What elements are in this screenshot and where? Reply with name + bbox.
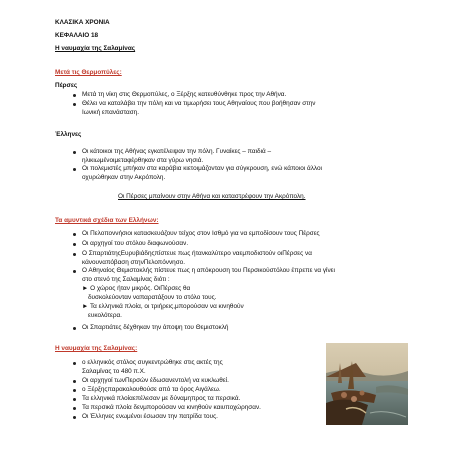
persians-bullet: Θέλει να καταλάβει την πόλη και να τιμωρήσει τους Αθηναίους που βοήθησαν στην	[82, 100, 316, 107]
battle-bullet: Τα ελληνικά πλοίαεπέλεσαν με δύναμηπρος τα περσικά.	[82, 395, 241, 402]
defense-bullet: Οι Πελοποννήσιοι κατασκευάζουν τείχος στον Ισθμό για να εμποδίσουν τους Πέρσες	[82, 230, 320, 237]
greeks-label: Έλληνες	[55, 131, 82, 138]
bullet-marker	[73, 253, 76, 256]
bullet-marker	[73, 398, 76, 401]
defense-bullet-cont: στο στενό της Σαλαμίνας διότι :	[82, 276, 170, 283]
chapter-label: ΚΕΦΑΛΑΙΟ 18	[55, 32, 99, 39]
defense-bullet: Ο ΣπαρτιάτηςΕυρυβιάδηςπίστευε πως ήτανκαλύτερο ναεμποδιστούν οιΠέρσες να	[82, 250, 312, 257]
greeks-bullet: Οι κάτοικοι της Αθήνας εγκατέλειψαν την πόλη. Γυναίκες – παιδιά –	[82, 148, 272, 155]
bullet-marker	[73, 103, 76, 106]
bullet-marker	[73, 327, 76, 330]
greeks-bullet-cont: ηλικιωμένοιμεταφέρθηκαν στα γύρω νησιά.	[82, 157, 204, 164]
greeks-bullet: Οι πολεμιστές μπήκαν στα καράβια κιετοιμάζονταν για σύγκρουση, ενώ κάποιοι άλλοι	[82, 165, 322, 172]
bullet-marker	[73, 416, 76, 419]
reason-item: ► Ο χώρος ήταν μικρός. ΟιΠέρσες θα	[82, 285, 191, 292]
section-heading-after-thermopylae: Μετά τις Θερμοπύλες:	[55, 69, 122, 76]
section-heading-defense-plans: Τα αμυντικά σχέδια των Ελλήνων:	[55, 217, 159, 224]
doc-subtitle: Η ναυμαχία της Σαλαμίνας	[55, 45, 136, 52]
bullet-marker	[73, 407, 76, 410]
bullet-marker	[73, 380, 76, 383]
persians-label: Πέρσες	[55, 82, 78, 89]
persians-bullet: Μετά τη νίκη στις Θερμοπύλες, ο Ξέρξης κατευθύνθηκε προς την Αθήνα.	[82, 91, 287, 98]
battle-bullet: ο Ξέρξηςπαρακολουθούσε από τα όρος Αιγάλεω.	[82, 386, 221, 393]
battle-bullet-cont: Σαλαμίνας το 480 π.Χ.	[82, 368, 146, 375]
defense-bullet: Οι αρχηγοί του στόλου διαφωνούσαν.	[82, 240, 189, 247]
battle-bullet: ο ελληνικός στόλος συγκεντρώθηκε στις ακτές της	[82, 359, 223, 366]
reason-item-cont: δυσκολεύονταν ναπαρατάξουν το στόλο τους.	[88, 294, 217, 301]
bullet-marker	[73, 233, 76, 236]
defense-bullet: Οι Σπαρτιάτες δέχθηκαν την άποψη του Θεμιστοκλή	[82, 324, 229, 331]
bullet-marker	[73, 168, 76, 171]
bullet-marker	[73, 243, 76, 246]
defense-bullet: Ο Αθηναίος Θεμιστοκλής πίστευε πως η απόκρουση του Περσικούστόλου έπρεπε να γίνει	[82, 267, 335, 274]
bullet-marker	[73, 270, 76, 273]
battle-bullet: Οι Έλληνες ενωμένοι έσωσαν την πατρίδα τους.	[82, 413, 218, 420]
reason-item: ► Τα ελληνικά πλοία, οι τριήρεις,μπορούσαν να κινηθούν	[82, 303, 244, 310]
persians-bullet-cont: Ιωνική επανάσταση.	[82, 109, 140, 116]
bullet-marker	[73, 389, 76, 392]
greeks-bullet-cont: οχυρώθηκαν στην Ακρόπολη.	[82, 174, 166, 181]
defense-bullet-cont: κάνουναπόβαση στηνΠελοπόννησο.	[82, 259, 185, 266]
battle-painting-image	[326, 343, 408, 425]
bullet-marker	[73, 362, 76, 365]
battle-bullet: Οι αρχηγοί τωνΠερσών έδωσανεντολή να κυκλωθεί.	[82, 377, 229, 384]
bullet-marker	[73, 94, 76, 97]
reason-item-cont: ευκολότερα.	[88, 312, 122, 319]
battle-bullet: Τα περσικά πλοία δενμπορούσαν να κινηθούν καιυποχώρησαν.	[82, 404, 261, 411]
persians-enter-athens-note: Οι Πέρσες μπαίνουν στην Αθήνα και καταστρέφουν την Ακρόπολη.	[118, 193, 306, 200]
bullet-marker	[73, 151, 76, 154]
section-heading-battle-of-salamis: Η ναυμαχία της Σαλαμίνας:	[55, 345, 138, 352]
doc-title: ΚΛΑΣΙΚΑ ΧΡΟΝΙΑ	[55, 19, 110, 26]
